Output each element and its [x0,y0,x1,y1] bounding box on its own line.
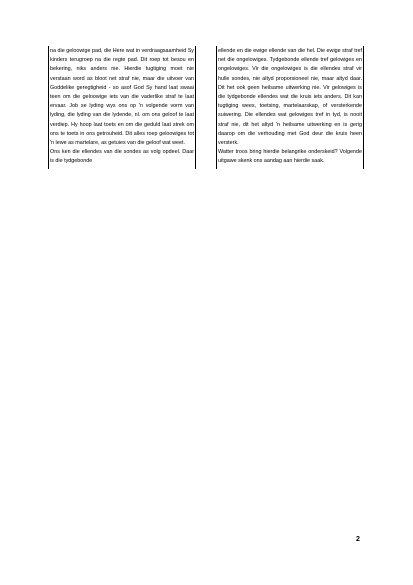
left-text-column [48,46,196,169]
right-column-paragraph-1: ellende en die ewige ellende van die hel. Die ewige straf tref net die ongelowiges. Tydgebonde ellende tref gelowiges en ongelowiges. Vir die ongelowiges is die ellendes straf vir hulle sondes, nie altyd proporsioneel nie, maar altyd daar. Dit het ook geen heilsame uitwerking nie. Vir gelowiges is die tydgebonde ellendes wat die kruis iets anders. Dit kan tugtiging wees, toetsing, martelaarskap, of versterkende suiwering. Die ellendes wat gelowiges tref in tyd, is nooit straf nie, dit het altyd 'n heilsame uitwerking en is gerig daarop om die verhouding met God deur die kruis heen versterk. [218,48,362,147]
right-column-paragraph-2: Watter troos bring hierdie belangrike onderskeid? Volgende uitgawe skenk ons aandag aan hierdie saak. [218,149,362,165]
left-column-paragraph-1: na die geloowige pad, die Here wat in verdraagsaamheid Sy kinders terugroep na die regte pad. Dit roep tot besou en bekering, niks anders nie. Hierdie tugtiging moet nie verstaan word as bloot net straf nie, maar die uitvoer van Goddelike geregtigheid - so asof God Sy hand laat swaai teen om die geloowige iets van die vaderlike straf te laat ervaar. Job se lyding wys ons op 'n volgende vorm van lyding, die lyding van die lydende, nl. om ons geloof te laat verdiep. Hy hoop laat toets en om die geduld laat strek om ons te toets in ons getrouheid. Dit alles roep geloowiges tot 'n lewe as martelare, as getuies van die geloof wat weet. [50,48,194,147]
left-column-paragraph-2: Ons ken die ellendes van die sondes as volg opdeel. Daar is die tydgebonde [50,149,194,165]
page-number: 2 [356,536,360,543]
right-text-column [216,46,364,169]
